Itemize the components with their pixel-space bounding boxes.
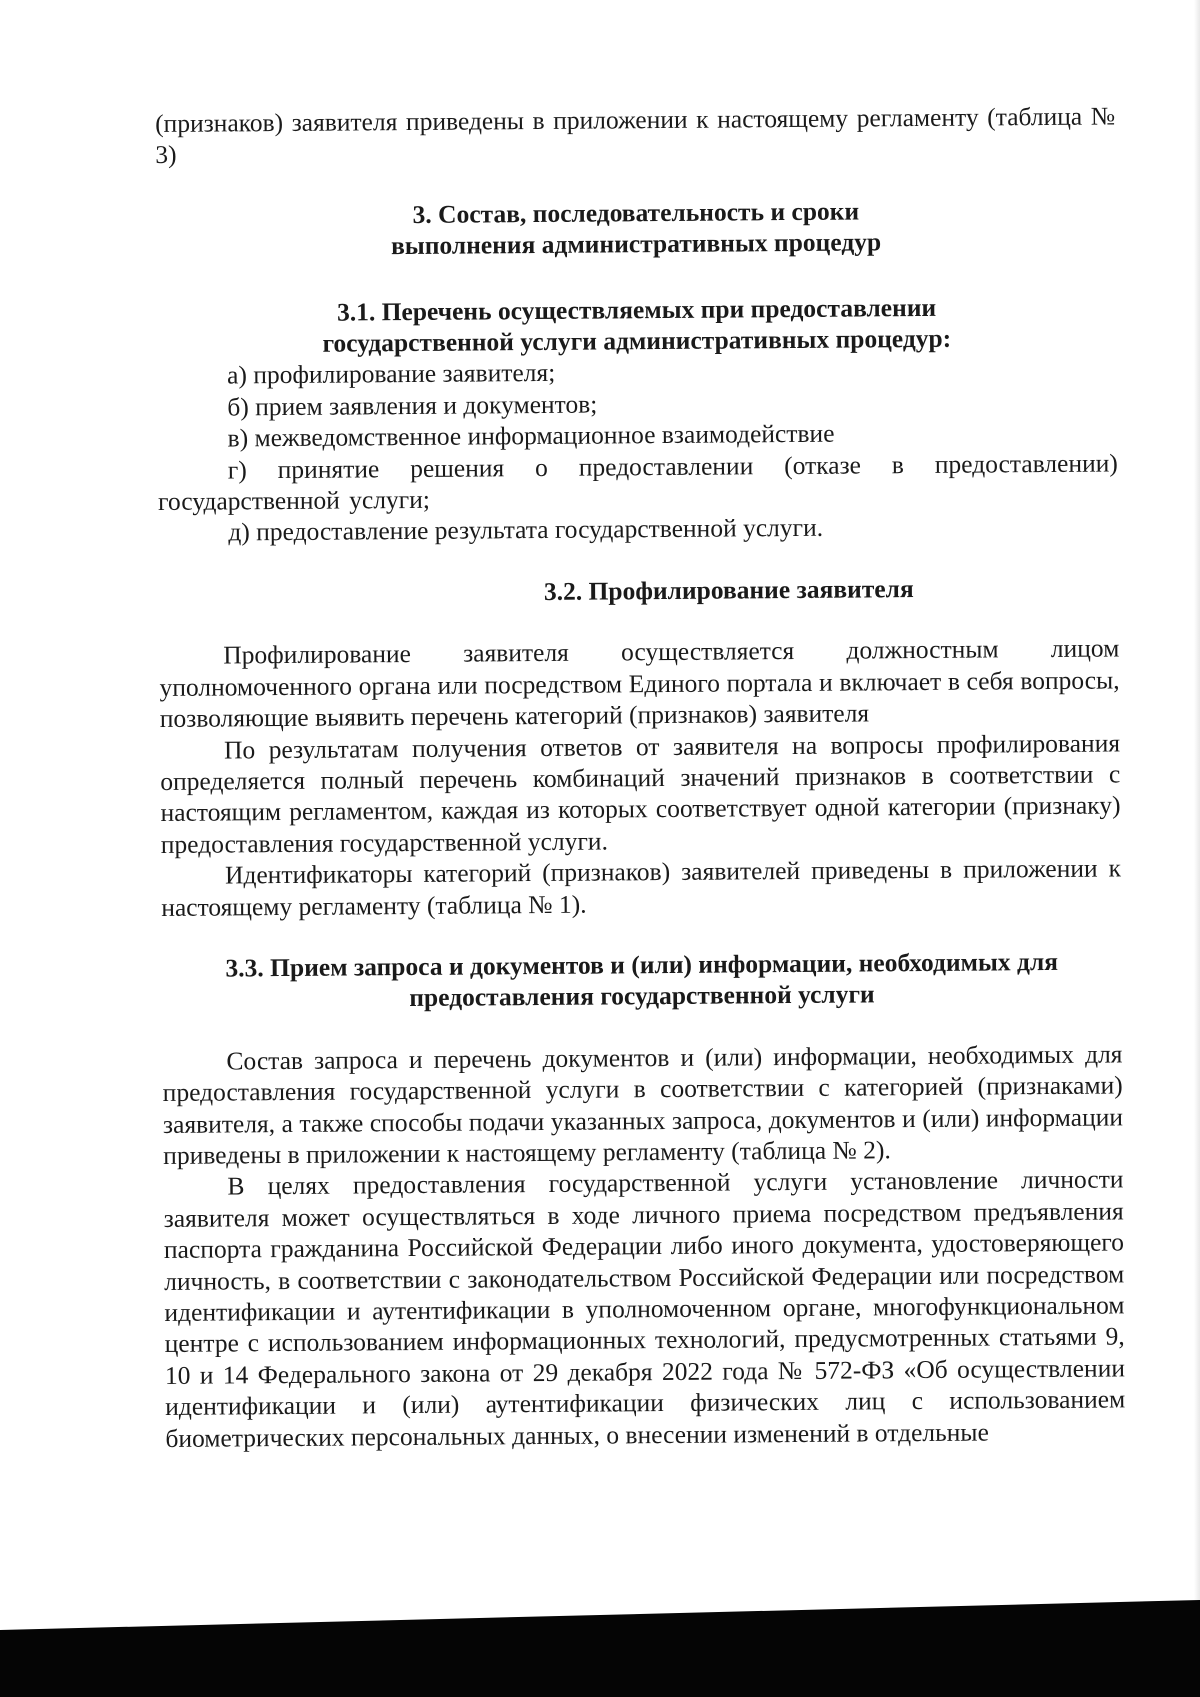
scan-page-edge <box>1194 0 1200 1620</box>
section-3-1-title-line2: государственной услуги административных процедур: <box>322 323 952 358</box>
list-item: а) профилирование заявителя; <box>226 358 556 390</box>
body-paragraph: По результатам получения ответов от заявителя на вопросы профилирования определяется полный перечень комбинаций значений признаков в соответствии с настоящим регламентом, каждая из которых соответствует одной категории (признаку) предоставления государственной услуги. <box>160 727 1121 859</box>
body-paragraph: Профилирование заявителя осуществляется должностным лицом уполномоченного органа или посредством Единого портала и включает в себя вопросы, позволяющие выявить перечень категорий (признаков) заявителя <box>159 633 1120 734</box>
body-paragraph: В целях предоставления государственной услуги установление личности заявителя может осуществляться в ходе личного приема посредством предъявления паспорта гражданина Российской Федерации либо иного документа, удостоверяющего личность, в соответствии с законодательством Российской Федерации или посредством идентификации и аутентификации в уполномоченном органе, многофункциональном центре с использованием информационных технологий, предусмотренных статьями 9, 10 и 14 Федерального закона от 29 декабря 2022 года № 572-ФЗ «Об осуществлении идентификации и (или) аутентификации физических лиц с использованием биометрических персональных данных, о внесении изменений в отдельные <box>163 1164 1126 1453</box>
section-3-3-title-line2: предоставления государственной услуги <box>409 979 875 1013</box>
document-content <box>155 100 1126 1454</box>
section-3-title <box>156 193 1116 263</box>
section-3-2-title: 3.2. Профилирование заявителя <box>543 573 914 606</box>
list-item: б) прием заявления и документов; <box>227 389 598 422</box>
section-3-1-title-line1: 3.1. Перечень осуществляемых при предоставлении <box>336 292 937 327</box>
list-item: д) предоставление результата государственной услуги. <box>228 513 824 547</box>
section-3-3-title <box>162 945 1122 1015</box>
intro-paragraph: (признаков) заявителя приведены в приложении к настоящему регламенту (таблица № 3) <box>155 101 1116 170</box>
list-item: г) принятие решения о предоставлении (отказе в предоставлении) государственной услуги; <box>157 448 1118 517</box>
body-paragraph: Идентификаторы категорий (признаков) заявителей приведены в приложении к настоящему регламенту (таблица № 1). <box>161 853 1122 922</box>
section-3-1-title <box>156 290 1116 360</box>
section-3-title-line2: выполнения административных процедур <box>390 227 882 261</box>
list-item: в) межведомственное информационное взаимодействие <box>227 418 835 453</box>
section-3-3-title-line1: 3.3. Прием запроса и документов и (или) информации, необходимых для <box>225 946 1059 983</box>
section-3-title-line1: 3. Состав, последовательность и сроки <box>412 196 860 229</box>
body-paragraph: Состав запроса и перечень документов и (или) информации, необходимых для предоставления государственной услуги в соответствии с категорией (признаками) заявителя, а также способы подачи указанных запроса, документов и (или) информации приведены в приложении к настоящему регламенту (таблица № 2). <box>162 1039 1124 1170</box>
